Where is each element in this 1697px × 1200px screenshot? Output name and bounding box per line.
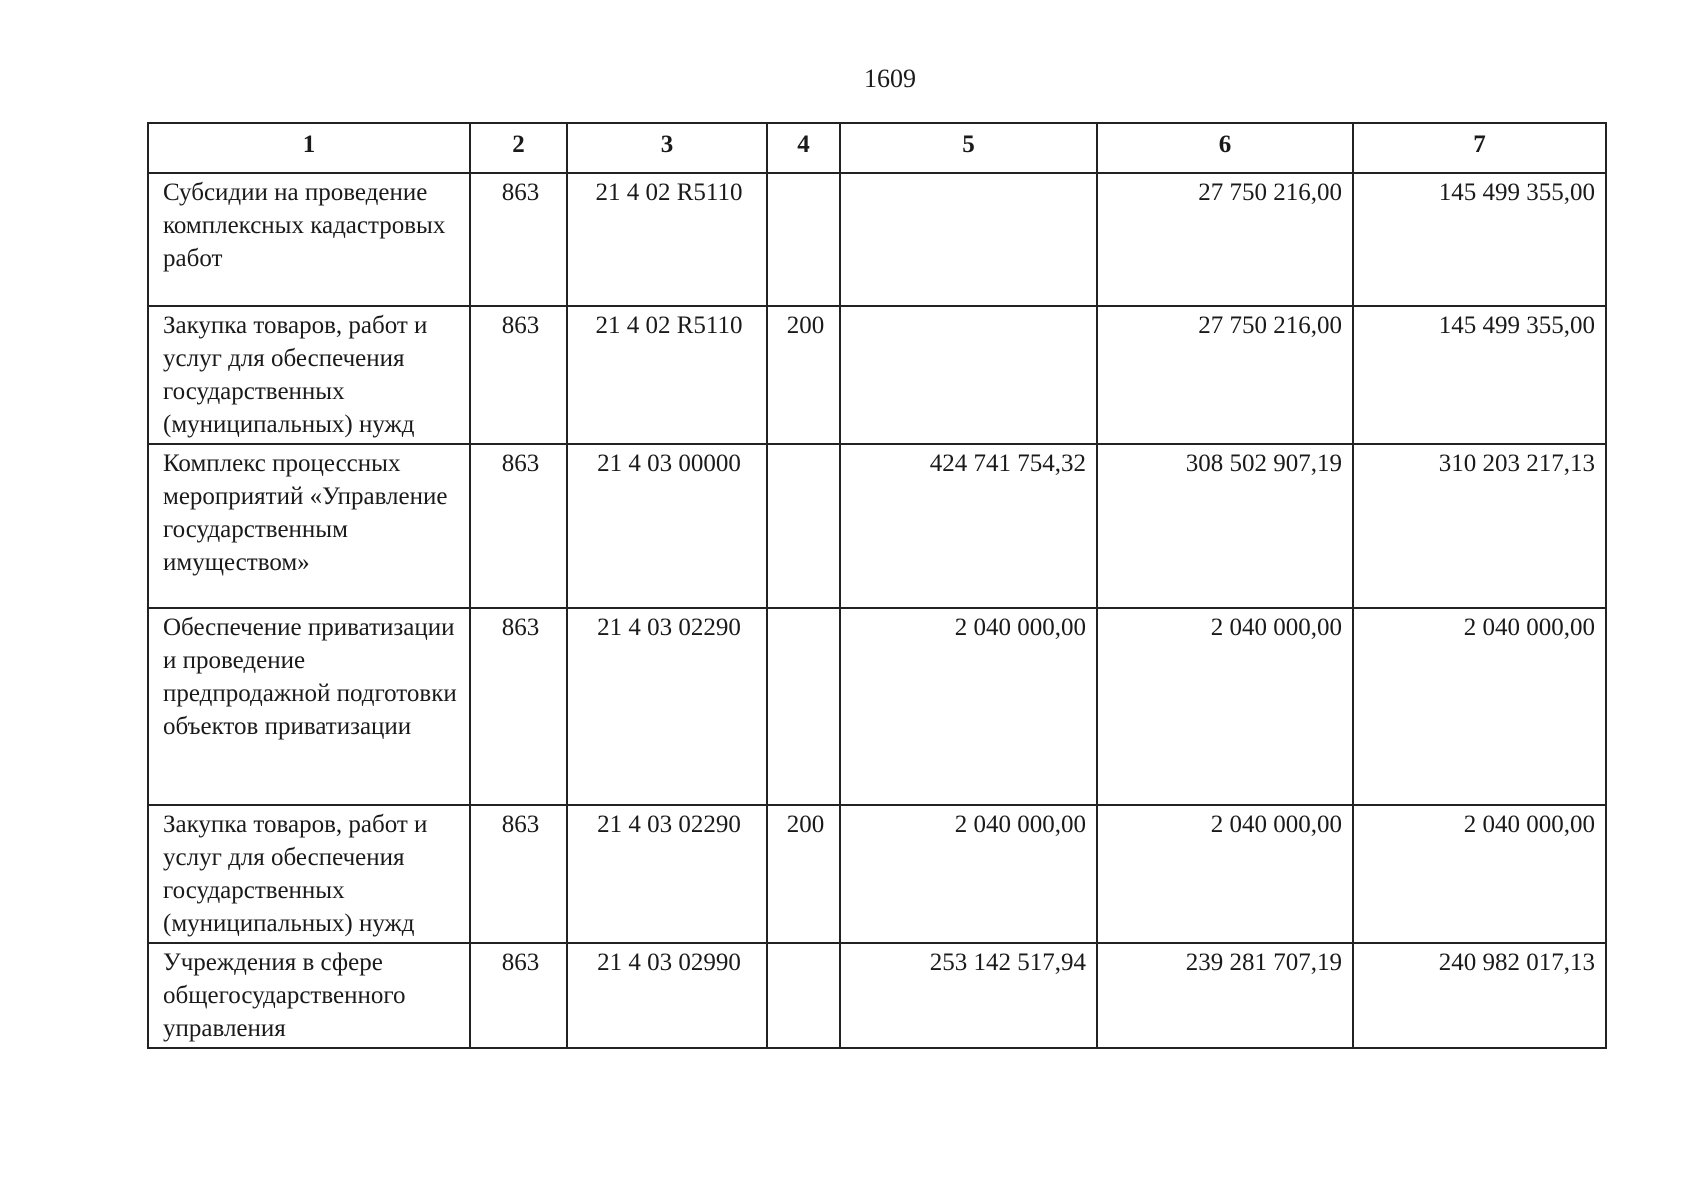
column-header: 5 <box>840 123 1097 173</box>
row-target-code: 21 4 02 R5110 <box>567 173 767 306</box>
row-name: Учреждения в сфере общегосударственного управления <box>148 943 470 1048</box>
row-value-2: 239 281 707,19 <box>1097 943 1353 1048</box>
row-type-code: 200 <box>767 805 840 943</box>
row-value-1: 424 741 754,32 <box>840 444 1097 608</box>
row-value-3: 310 203 217,13 <box>1353 444 1606 608</box>
table-row <box>148 943 1606 1048</box>
row-name: Комплекс процессных мероприятий «Управление государственным имуществом» <box>148 444 470 608</box>
row-value-3: 2 040 000,00 <box>1353 805 1606 943</box>
row-value-2: 2 040 000,00 <box>1097 608 1353 805</box>
row-type-code <box>767 444 840 608</box>
row-target-code: 21 4 03 02290 <box>567 608 767 805</box>
row-value-1: 2 040 000,00 <box>840 805 1097 943</box>
row-admin-code: 863 <box>470 173 567 306</box>
table-row <box>148 805 1606 943</box>
table-row <box>148 306 1606 444</box>
row-admin-code: 863 <box>470 805 567 943</box>
row-value-2: 2 040 000,00 <box>1097 805 1353 943</box>
row-name: Закупка товаров, работ и услуг для обеспечения государственных (муниципальных) нужд <box>148 805 470 943</box>
row-value-2: 308 502 907,19 <box>1097 444 1353 608</box>
table-row <box>148 444 1606 608</box>
row-value-1: 2 040 000,00 <box>840 608 1097 805</box>
row-admin-code: 863 <box>470 608 567 805</box>
row-target-code: 21 4 03 00000 <box>567 444 767 608</box>
row-admin-code: 863 <box>470 943 567 1048</box>
row-type-code <box>767 608 840 805</box>
row-value-3: 145 499 355,00 <box>1353 173 1606 306</box>
column-header: 7 <box>1353 123 1606 173</box>
row-type-code: 200 <box>767 306 840 444</box>
row-type-code <box>767 173 840 306</box>
row-value-1 <box>840 173 1097 306</box>
row-value-1 <box>840 306 1097 444</box>
row-type-code <box>767 943 840 1048</box>
page-number: 1609 <box>864 64 916 93</box>
budget-table <box>147 122 1607 1049</box>
row-value-2: 27 750 216,00 <box>1097 306 1353 444</box>
row-value-1: 253 142 517,94 <box>840 943 1097 1048</box>
row-target-code: 21 4 03 02290 <box>567 805 767 943</box>
table-header-row <box>148 123 1606 173</box>
row-admin-code: 863 <box>470 444 567 608</box>
column-header: 4 <box>767 123 840 173</box>
column-header: 3 <box>567 123 767 173</box>
row-value-3: 240 982 017,13 <box>1353 943 1606 1048</box>
row-value-3: 2 040 000,00 <box>1353 608 1606 805</box>
table-row <box>148 608 1606 805</box>
row-name: Обеспечение приватизации и проведение предпродажной подготовки объектов приватизации <box>148 608 470 805</box>
column-header: 1 <box>148 123 470 173</box>
row-value-3: 145 499 355,00 <box>1353 306 1606 444</box>
row-admin-code: 863 <box>470 306 567 444</box>
column-header: 2 <box>470 123 567 173</box>
row-value-2: 27 750 216,00 <box>1097 173 1353 306</box>
row-name: Субсидии на проведение комплексных кадастровых работ <box>148 173 470 306</box>
row-target-code: 21 4 02 R5110 <box>567 306 767 444</box>
row-name: Закупка товаров, работ и услуг для обеспечения государственных (муниципальных) нужд <box>148 306 470 444</box>
row-target-code: 21 4 03 02990 <box>567 943 767 1048</box>
column-header: 6 <box>1097 123 1353 173</box>
table-row <box>148 173 1606 306</box>
